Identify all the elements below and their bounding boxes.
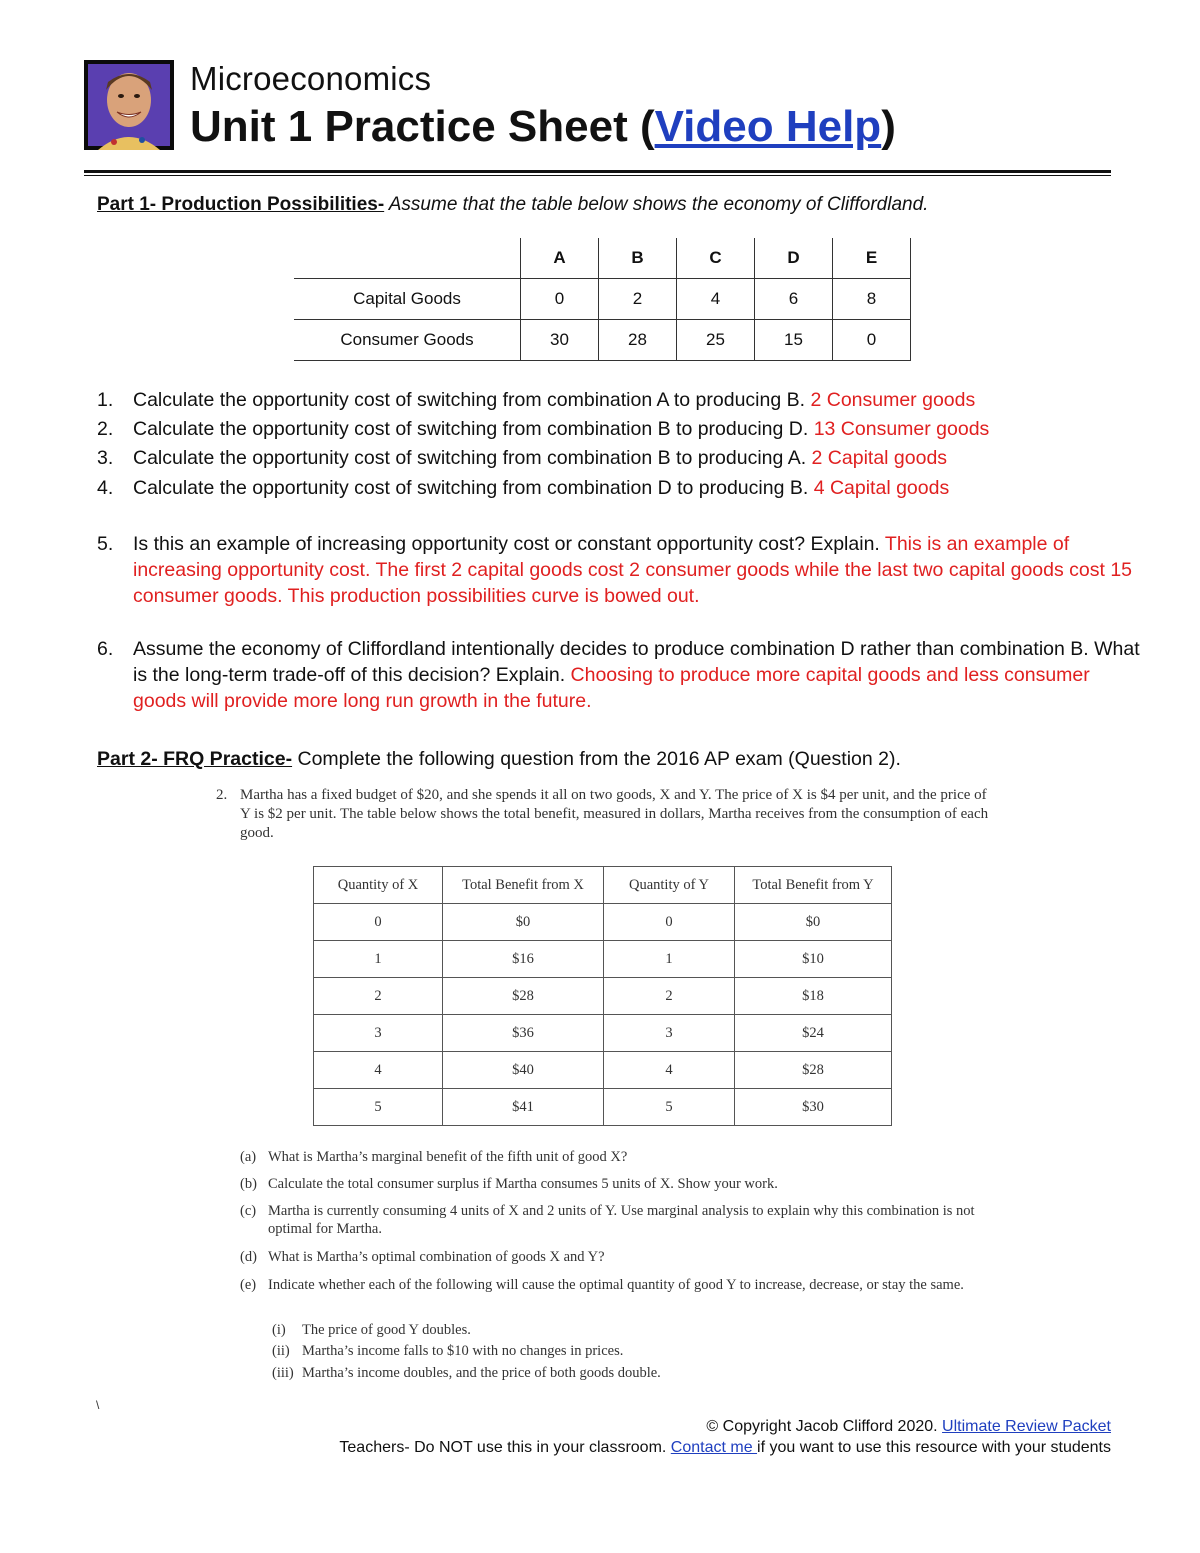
frq-part-text: What is Martha’s marginal benefit of the fifth unit of good X?	[268, 1149, 628, 1165]
copyright-text: © Copyright Jacob Clifford 2020.	[706, 1418, 943, 1435]
question-text: Calculate the opportunity cost of switching from combination B to producing D.	[133, 418, 814, 440]
table-cell: 0	[314, 904, 443, 941]
table-row	[314, 1089, 892, 1126]
question-body	[133, 475, 1145, 501]
table-row	[294, 279, 911, 320]
frq-part-label: (b)	[240, 1176, 257, 1192]
question-text: Calculate the opportunity cost of switching from combination B to producing A.	[133, 447, 812, 469]
frq-subpart-ii	[272, 1342, 623, 1360]
row-label: Consumer Goods	[294, 320, 521, 361]
part2-text: Complete the following question from the 2016 AP exam (Question 2).	[292, 748, 901, 770]
table-cell: 1	[604, 941, 735, 978]
question-text: Assume the economy of Cliffordland intentionally decides to produce combination D rather than combination B. What is the long-term trade-off of this decision? Explain.	[133, 638, 1140, 686]
table-cell: 4	[314, 1052, 443, 1089]
frq-subpart-label: (iii)	[272, 1365, 294, 1381]
frq-part-text: What is Martha’s optimal combination of goods X and Y?	[268, 1249, 605, 1265]
table-cell: 3	[604, 1015, 735, 1052]
table-cell: 30	[521, 320, 599, 361]
answer-text: 4 Capital goods	[813, 477, 950, 499]
table-row	[314, 1052, 892, 1089]
question-number: 4.	[97, 477, 114, 499]
table-cell: $30	[735, 1089, 892, 1126]
page-title	[190, 102, 896, 152]
part2-heading	[97, 748, 901, 771]
table-header-row	[314, 867, 892, 904]
title-suffix: )	[881, 102, 896, 151]
table-cell: 2	[604, 978, 735, 1015]
column-header: Quantity of Y	[604, 867, 735, 904]
table-row	[314, 904, 892, 941]
question-body	[133, 636, 1145, 714]
benefit-table	[313, 866, 892, 1126]
column-header: A	[521, 238, 599, 279]
table-cell: 2	[314, 978, 443, 1015]
header-rule-thin	[84, 175, 1111, 176]
row-label: Capital Goods	[294, 279, 521, 320]
question-body	[133, 387, 1145, 413]
table-cell: 5	[314, 1089, 443, 1126]
question-number: 6.	[97, 638, 114, 660]
table-cell: 3	[314, 1015, 443, 1052]
stray-mark: \	[96, 1398, 100, 1412]
table-cell: $40	[443, 1052, 604, 1089]
table-cell: $41	[443, 1089, 604, 1126]
teachers-notice	[339, 1439, 1111, 1457]
title-prefix: Unit 1 Practice Sheet (	[190, 102, 655, 151]
column-header: B	[599, 238, 677, 279]
frq-part-text: Calculate the total consumer surplus if Martha consumes 5 units of X. Show your work.	[268, 1176, 778, 1192]
frq-part-label: (a)	[240, 1149, 257, 1165]
table-cell: 2	[599, 279, 677, 320]
table-row	[314, 978, 892, 1015]
contact-me-link[interactable]: Contact me	[670, 1439, 758, 1456]
table-cell: 0	[604, 904, 735, 941]
frq-part-text: Martha is currently consuming 4 units of X and 2 units of Y. Use marginal analysis to explain why this combination is not optimal for Martha.	[268, 1203, 975, 1237]
question-number: 5.	[97, 533, 114, 555]
video-help-link[interactable]: Video Help	[654, 102, 882, 151]
column-header: D	[755, 238, 833, 279]
table-row	[314, 941, 892, 978]
table-cell: $16	[443, 941, 604, 978]
column-header: Total Benefit from X	[443, 867, 604, 904]
frq-subpart-text: Martha’s income doubles, and the price of both goods double.	[302, 1365, 661, 1381]
frq-subpart-text: Martha’s income falls to $10 with no changes in prices.	[302, 1343, 624, 1359]
frq-part-text: Indicate whether each of the following will cause the optimal quantity of good Y to increase, decrease, or stay the same.	[268, 1277, 964, 1293]
question-text: Is this an example of increasing opportunity cost or constant opportunity cost? Explain.	[133, 533, 885, 555]
part1-text: Assume that the table below shows the economy of Cliffordland.	[384, 194, 929, 215]
header-rule	[84, 170, 1111, 173]
answer-text: 2 Capital goods	[811, 447, 948, 469]
table-cell: $24	[735, 1015, 892, 1052]
table-header-row	[294, 238, 911, 279]
question-text: Calculate the opportunity cost of switching from combination D to producing B.	[133, 477, 814, 499]
table-cell: 8	[833, 279, 911, 320]
subject-heading: Microeconomics	[190, 60, 432, 97]
part2-label: Part 2- FRQ Practice-	[97, 748, 293, 770]
column-header: E	[833, 238, 911, 279]
ppc-table	[294, 238, 911, 361]
table-cell: 6	[755, 279, 833, 320]
table-row	[294, 320, 911, 361]
table-cell: 28	[599, 320, 677, 361]
table-cell: $10	[735, 941, 892, 978]
author-photo	[84, 60, 174, 150]
frq-subpart-i	[272, 1321, 471, 1339]
frq-part-label: (d)	[240, 1249, 257, 1265]
table-cell: 5	[604, 1089, 735, 1126]
table-cell: $28	[443, 978, 604, 1015]
question-number: 2.	[97, 418, 114, 440]
table-cell: $36	[443, 1015, 604, 1052]
column-header: C	[677, 238, 755, 279]
table-cell: $0	[443, 904, 604, 941]
column-header: Quantity of X	[314, 867, 443, 904]
answer-text: This is an example of increasing opportunity cost. The first 2 capital goods cost 2 consumer goods while the last two capital goods cost 15 consumer goods. This production possibilities curve is bowed out.	[133, 533, 1133, 607]
table-cell: 4	[604, 1052, 735, 1089]
table-cell: $18	[735, 978, 892, 1015]
question-body	[133, 531, 1145, 609]
frq-intro-text: Martha has a fixed budget of $20, and she spends it all on two goods, X and Y. The price of X is $4 per unit, and the price of Y is $2 per unit. The table below shows the total benefit, measured in dollars, Martha receives from the consumption of each good.	[240, 787, 989, 841]
frq-subpart-iii	[272, 1364, 661, 1382]
table-cell: 4	[677, 279, 755, 320]
frq-part-label: (e)	[240, 1277, 257, 1293]
copyright-line	[706, 1418, 1111, 1436]
table-cell: 25	[677, 320, 755, 361]
ultimate-review-packet-link[interactable]: Ultimate Review Packet	[942, 1418, 1111, 1435]
frq-number: 2.	[216, 787, 228, 803]
table-cell: $28	[735, 1052, 892, 1089]
teachers-text: Teachers- Do NOT use this in your classroom.	[339, 1439, 671, 1456]
question-number: 3.	[97, 447, 114, 469]
table-cell: 0	[521, 279, 599, 320]
answer-text: 13 Consumer goods	[813, 418, 990, 440]
table-cell: 1	[314, 941, 443, 978]
question-number: 1.	[97, 389, 114, 411]
part1-heading	[97, 194, 928, 216]
answer-text: 2 Consumer goods	[810, 389, 976, 411]
question-text: Calculate the opportunity cost of switching from combination A to producing B.	[133, 389, 811, 411]
table-cell: 0	[833, 320, 911, 361]
frq-subpart-text: The price of good Y doubles.	[302, 1322, 471, 1338]
table-row	[314, 1015, 892, 1052]
table-cell: $0	[735, 904, 892, 941]
frq-subpart-label: (i)	[272, 1322, 286, 1338]
question-body	[133, 416, 1145, 442]
table-cell: 15	[755, 320, 833, 361]
frq-part-label: (c)	[240, 1203, 257, 1219]
answer-text: Choosing to produce more capital goods and less consumer goods will provide more long run growth in the future.	[133, 664, 1090, 712]
teachers-suffix: if you want to use this resource with your students	[757, 1439, 1111, 1456]
column-header: Total Benefit from Y	[735, 867, 892, 904]
part1-label: Part 1- Production Possibilities-	[97, 194, 385, 215]
frq-subpart-label: (ii)	[272, 1343, 290, 1359]
question-body	[133, 445, 1145, 471]
table-corner-cell	[294, 238, 521, 279]
